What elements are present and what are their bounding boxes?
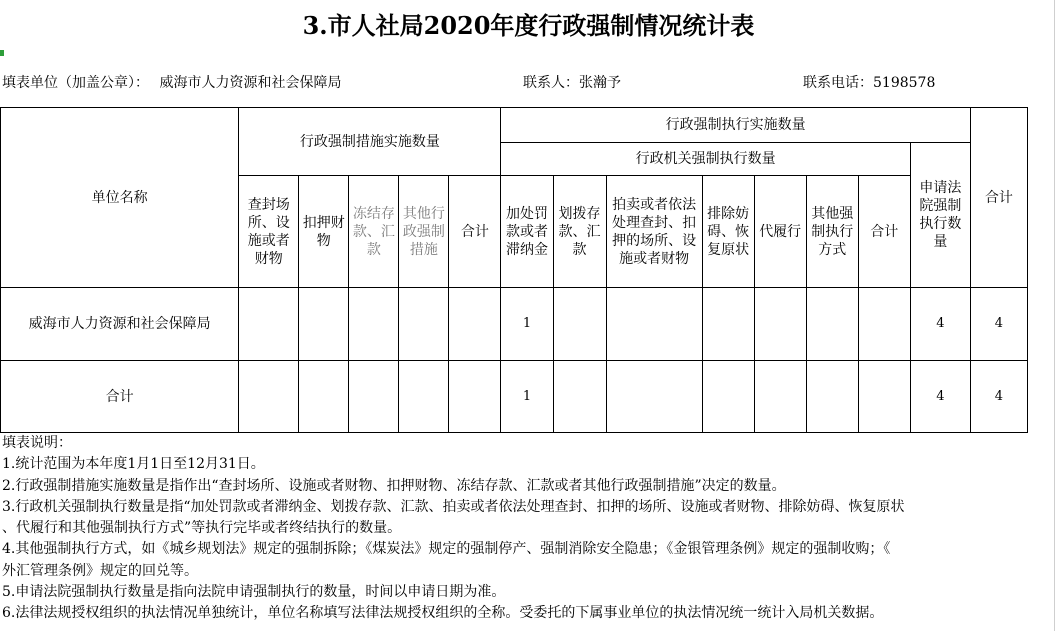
header-unit-name: 单位名称 <box>1 108 239 288</box>
cell <box>606 288 702 361</box>
cell <box>349 288 399 361</box>
header-auction: 拍卖或者依法处理查封、扣押的场所、设施或者财物 <box>606 176 702 288</box>
cell <box>349 361 399 433</box>
note-line: 1.统计范围为本年度1月1日至12月31日。 <box>2 456 265 473</box>
cell <box>858 288 910 361</box>
sheet-edge-line <box>1054 0 1055 631</box>
note-line: 2.行政强制措施实施数量是指作出“查封场所、设施或者财物、扣押财物、冻结存款、汇款或者其他行政强制措施”决定的数量。 <box>2 477 786 494</box>
cell: 4 <box>970 288 1027 361</box>
cell <box>553 288 606 361</box>
cell <box>754 288 806 361</box>
unit-label: 填表单位（加盖公章）： <box>2 75 149 91</box>
contact-person: 联系人：张瀚予 <box>523 75 621 91</box>
cell <box>399 288 449 361</box>
unit-value: 威海市人力资源和社会保障局 <box>159 75 342 91</box>
header-measures-group: 行政强制措施实施数量 <box>239 108 501 176</box>
header-court-exec: 申请法院强制执行数量 <box>910 143 970 288</box>
cell <box>239 288 299 361</box>
header-agency-group: 行政机关强制执行数量 <box>501 143 910 176</box>
info-unit <box>2 72 341 92</box>
cell: 4 <box>910 361 970 433</box>
statistics-table <box>0 107 1028 433</box>
header-other-exec: 其他强制执行方式 <box>806 176 858 288</box>
note-line: 3.行政机关强制执行数量是指“加处罚款或者滞纳金、划拨存款、汇款、拍卖或者依法处理查封、扣押的场所、设施或者财物、排除妨碍、恢复原状 <box>2 498 905 515</box>
header-other-measures: 其他行政强制措施 <box>399 176 449 288</box>
cell: 4 <box>970 361 1027 433</box>
cell <box>806 288 858 361</box>
contact-phone: 联系电话：5198578 <box>803 75 936 91</box>
page-title: 3.市人社局2020年度行政强制情况统计表 <box>302 11 755 40</box>
header-detain: 扣押财物 <box>299 176 349 288</box>
header-fine: 加处罚款或者滞纳金 <box>501 176 553 288</box>
row-total-label: 合计 <box>1 361 239 433</box>
header-grand-total: 合计 <box>970 108 1027 288</box>
notes-section <box>2 433 1052 625</box>
note-line: 5.申请法院强制执行数量是指向法院申请强制执行的数量，时间以申请日期为准。 <box>2 584 506 601</box>
note-line: 、代履行和其他强制执行方式”等执行完毕或者终结执行的数量。 <box>2 520 402 537</box>
header-exec-group: 行政强制执行实施数量 <box>501 108 970 143</box>
cell <box>858 361 910 433</box>
cell <box>702 361 754 433</box>
header-substitute: 代履行 <box>754 176 806 288</box>
note-line: 4.其他强制执行方式，如《城乡规划法》规定的强制拆除；《煤炭法》规定的强制停产、强制消除安全隐患；《金银管理条例》规定的强制收购；《 <box>2 541 891 558</box>
notes-heading: 填表说明： <box>2 435 72 451</box>
note-line: 6.法律法规授权组织的执法情况单独统计，单位名称填写法律法规授权组织的全称。受委托的下属事业单位的执法情况统一统计入局机关数据。 <box>2 605 884 622</box>
cell <box>606 361 702 433</box>
cell <box>449 361 501 433</box>
cell <box>702 288 754 361</box>
cell <box>449 288 501 361</box>
header-remove: 排除妨碍、恢复原状 <box>702 176 754 288</box>
table-row <box>1 288 1028 361</box>
table-row <box>1 361 1028 433</box>
cell <box>754 361 806 433</box>
cell <box>553 361 606 433</box>
cell: 1 <box>501 288 553 361</box>
cell: 4 <box>910 288 970 361</box>
cell <box>299 361 349 433</box>
header-freeze: 冻结存款、汇款 <box>349 176 399 288</box>
header-measures-total: 合计 <box>449 176 501 288</box>
cell: 1 <box>501 361 553 433</box>
cell <box>239 361 299 433</box>
cell <box>399 361 449 433</box>
header-seal: 查封场所、设施或者财物 <box>239 176 299 288</box>
cell-marker-icon <box>0 50 4 56</box>
note-line: 外汇管理条例》规定的回兑等。 <box>2 562 198 579</box>
cell <box>299 288 349 361</box>
header-transfer: 划拨存款、汇款 <box>553 176 606 288</box>
header-agency-total: 合计 <box>858 176 910 288</box>
cell <box>806 361 858 433</box>
row-unit-name: 威海市人力资源和社会保障局 <box>1 288 239 361</box>
